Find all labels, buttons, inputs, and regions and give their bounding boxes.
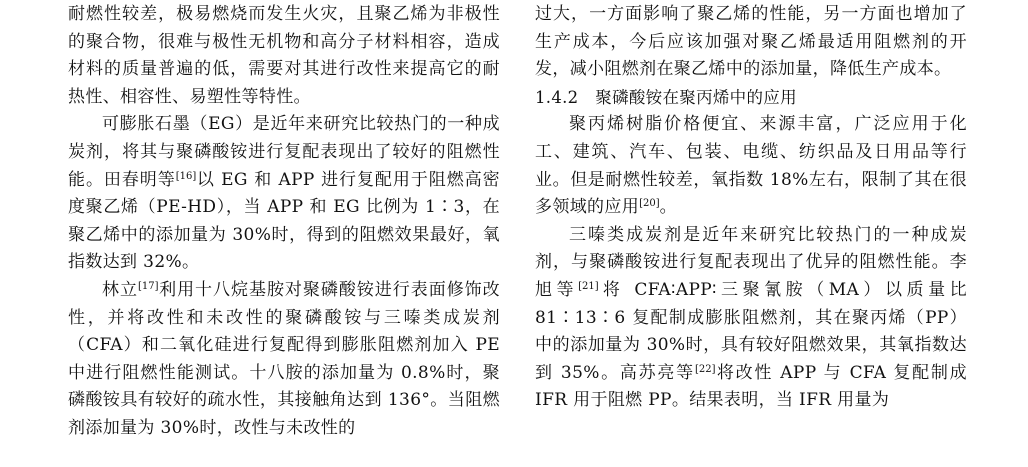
- citation-21: [21]: [578, 280, 599, 292]
- right-paragraph-2-text-1: 聚丙烯树脂价格便宜、来源丰富，广泛应用于化工、建筑、汽车、包装、电缆、纺织品及日用品等行业。但是耐燃性较差，氧指数 18%左右，限制了其在很多领域的应用: [535, 114, 967, 218]
- right-paragraph-3: [535, 222, 967, 415]
- citation-16: [16]: [175, 170, 197, 182]
- right-paragraph-3-text-2: 将 CFA∶APP∶三聚氰胺（MA）以质量比 81∶13∶6 复配制成膨胀阻燃剂，其在聚丙烯（PP）中的添加量为 30%时，具有较好阻燃效果，其氧指数达到 35%。高苏亮等: [535, 279, 967, 383]
- right-paragraph-3-text-1: 三嗪类成炭剂是近年来研究比较热门的一种成炭剂，与聚磷酸铵进行复配表现出了优异的阻燃性能。李旭等: [535, 224, 967, 300]
- left-paragraph-2-text-1: 可膨胀石墨（EG）是近年来研究比较热门的一种成炭剂，将其与聚磷酸铵进行复配表现出了较好的阻燃性能。田春明等: [68, 114, 500, 190]
- left-paragraph-1: 耐燃性较差，极易燃烧而发生火灾，且聚乙烯为非极性的聚合物，很难与极性无机物和高分子材料相容，造成材料的质量普遍的低，需要对其进行改性来提高它的耐热性、相容性、易塑性等特性。: [68, 4, 500, 107]
- right-column: [535, 1, 967, 415]
- right-paragraph-1: 过大，一方面影响了聚乙烯的性能，另一方面也增加了生产成本，今后应该加强对聚乙烯最适用阻燃剂的开发，减小阻燃剂在聚乙烯中的添加量，降低生产成本。: [535, 4, 967, 80]
- citation-22: [22]: [694, 363, 716, 375]
- left-column: [68, 1, 500, 443]
- left-paragraph-2: [68, 111, 500, 277]
- right-paragraph-2: [535, 111, 967, 221]
- section-heading-1-4-2: 1.4.2 聚磷酸铵在聚丙烯中的应用: [535, 87, 797, 107]
- left-paragraph-3-text-1: 林立: [102, 279, 138, 300]
- left-paragraph-3: [68, 277, 500, 443]
- left-paragraph-3-text-2: 利用十八烷基胺对聚磷酸铵进行表面修饰改性，并将改性和未改性的聚磷酸铵与三嗪类成炭剂（CFA）和二氧化硅进行复配得到膨胀阻燃剂加入 PE 中进行阻燃性能测试。十八胺的添加量为 0.8%时，聚磷酸铵具有较好的疏水性，其接触角达到 136°。当阻燃剂添加量为 30%时，改性与未改性的: [68, 279, 500, 438]
- right-paragraph-2-text-2: 。: [659, 197, 677, 218]
- right-paragraph-3-text-3: 将改性 APP 与 CFA 复配制成 IFR 用于阻燃 PP。结果表明，当 IFR 用量为: [535, 362, 967, 411]
- citation-20: [20]: [639, 198, 660, 210]
- left-paragraph-2-text-2: 以 EG 和 APP 进行复配用于阻燃高密度聚乙烯（PE-HD），当 APP 和 EG 比例为 1∶3，在聚乙烯中的添加量为 30%时，得到的阻燃效果最好，氧指数达到 32%。: [68, 169, 500, 273]
- citation-17: [17]: [137, 280, 159, 292]
